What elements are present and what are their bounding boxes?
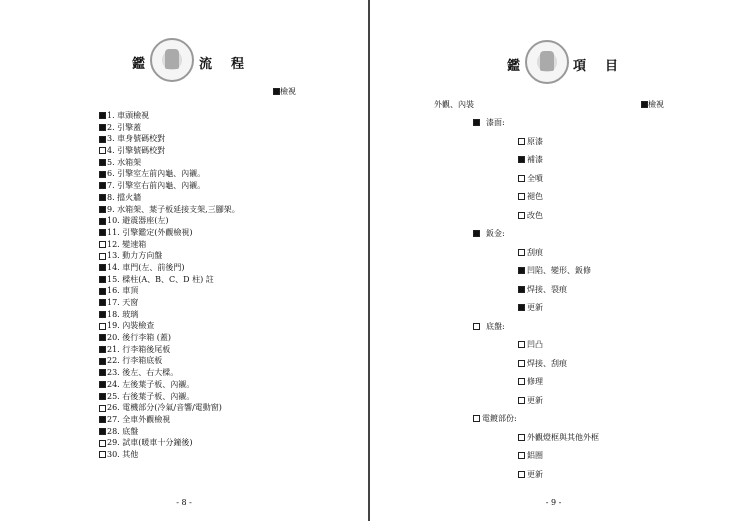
checklist-item-label: 17. 天窗 — [107, 298, 139, 307]
title-char: 程 — [231, 57, 245, 72]
checklist-label: 褪色 — [527, 192, 543, 201]
checklist-label: 凹凸 — [527, 340, 543, 349]
checked-box-icon — [99, 136, 106, 143]
checklist-item — [99, 204, 240, 216]
checklist-label: 改色 — [527, 210, 543, 220]
title-char: 目 — [605, 59, 619, 74]
checklist-item — [99, 309, 240, 321]
checklist-subitem — [518, 469, 543, 480]
checklist-item-label: 14. 車門(左、前後門) — [107, 262, 185, 272]
checked-box-icon — [99, 299, 106, 306]
checklist-subitem — [518, 302, 543, 313]
checklist-item — [99, 122, 240, 134]
checklist-item — [99, 391, 240, 403]
checklist-item — [99, 355, 240, 367]
checklist-label: 刮痕 — [527, 247, 543, 257]
checked-box-icon — [99, 218, 106, 225]
checklist-subitem — [518, 173, 543, 184]
inspection-flow-list — [99, 110, 240, 461]
checklist-label: 原漆 — [527, 136, 543, 146]
checklist-label: 外觀燈框與其他外框 — [527, 432, 599, 442]
checklist-item-label: 13. 動力方向盤 — [107, 251, 163, 261]
unchecked-box-icon — [99, 323, 106, 330]
checked-box-icon — [99, 369, 106, 376]
unchecked-box-icon — [473, 323, 480, 330]
checklist-item — [99, 110, 240, 122]
checked-box-icon — [518, 267, 525, 274]
unchecked-box-icon — [99, 253, 106, 260]
checklist-label: 焊接、裂痕 — [527, 284, 567, 294]
checklist-label: 全噴 — [527, 173, 543, 183]
checklist-label: 漆面: — [486, 118, 505, 127]
unchecked-box-icon — [99, 241, 106, 248]
checked-box-icon — [99, 124, 106, 131]
checklist-item-label: 28. 底盤 — [107, 426, 139, 436]
checklist-subitem — [518, 136, 543, 147]
checklist-subitem — [518, 247, 543, 258]
checklist-item — [99, 168, 240, 180]
checklist-item-label: 19. 內裝檢查 — [107, 321, 155, 331]
checklist-item — [99, 367, 240, 379]
checked-box-icon — [99, 288, 106, 295]
checklist-item — [99, 344, 240, 356]
legend — [641, 99, 664, 110]
title-char: 鑑 — [132, 57, 146, 72]
checked-box-icon — [99, 171, 106, 178]
checklist-item — [99, 145, 240, 157]
title-char: 項 — [573, 59, 587, 74]
checked-box-icon — [99, 334, 106, 341]
checklist-item-label: 5. 水箱架 — [107, 157, 142, 167]
checklist-item-label: 21. 行李箱後尾板 — [107, 344, 171, 354]
checklist-subitem — [518, 191, 543, 202]
checklist-label: 更新 — [527, 303, 543, 312]
checklist-item — [99, 320, 240, 332]
checklist-item-label: 22. 行李箱底板 — [107, 356, 163, 366]
unchecked-box-icon — [518, 434, 525, 441]
checklist-item-label: 8. 擋火牆 — [107, 192, 142, 202]
checklist-label: 電鍍部份: — [482, 414, 517, 423]
checklist-subitem — [518, 265, 591, 276]
checked-box-icon — [99, 358, 106, 365]
checklist-item-label: 16. 車頂 — [107, 286, 139, 296]
checklist-item-label: 2. 引擎蓋 — [107, 122, 142, 132]
checked-box-icon — [518, 286, 525, 293]
checklist-item-label: 25. 右後葉子板、內襯。 — [107, 391, 195, 401]
checked-box-icon — [99, 428, 106, 435]
unchecked-box-icon — [99, 405, 106, 412]
checked-box-icon — [99, 381, 106, 388]
unchecked-box-icon — [518, 471, 525, 478]
unchecked-box-icon — [518, 341, 525, 348]
checklist-label: 焊接、刮痕 — [527, 358, 567, 368]
checklist-item — [99, 285, 240, 297]
title-char: 流 — [199, 57, 213, 72]
checklist-item-label: 26. 電機部分(冷氣/音響/電動窗) — [107, 403, 222, 413]
checklist-item-label: 10. 避震器座(左) — [107, 216, 169, 226]
checked-box-icon — [99, 229, 106, 236]
checked-box-icon — [99, 346, 106, 353]
unchecked-box-icon — [99, 440, 106, 447]
unchecked-box-icon — [518, 452, 525, 459]
section-label: 外觀、內裝 — [434, 100, 474, 109]
checklist-label: 鋁圈 — [527, 451, 543, 460]
checklist-label: 凹陷、變形、鈑修 — [527, 266, 591, 275]
checklist-subitem — [518, 210, 543, 221]
filled-box-icon — [273, 88, 280, 95]
checklist-subitem — [518, 376, 543, 387]
association-seal-icon — [150, 38, 194, 82]
checklist-item-label: 15. 樑柱(A、B、C、D 柱) 註 — [107, 274, 214, 284]
checked-box-icon — [99, 264, 106, 271]
unchecked-box-icon — [518, 212, 525, 219]
checklist-item — [99, 332, 240, 344]
checklist-subitem — [518, 358, 567, 369]
checklist-subitem — [518, 284, 567, 295]
checklist-label: 更新 — [527, 395, 543, 405]
checklist-item-label: 27. 全車外觀檢視 — [107, 414, 171, 424]
checklist-item-label: 9. 水箱架、葉子板延接支架,三腳架。 — [107, 204, 240, 214]
checked-box-icon — [99, 194, 106, 201]
checklist-item-label: 7. 引擎室右前內龜、內襯。 — [107, 181, 206, 191]
checklist-item-label: 29. 試車(暖車十分鐘後) — [107, 438, 193, 448]
checklist-item-label: 24. 左後葉子板、內襯。 — [107, 379, 195, 389]
checklist-item — [99, 192, 240, 204]
checklist-category — [473, 228, 505, 239]
checklist-item-label: 4. 引擎號碼校對 — [107, 146, 166, 156]
title-char: 鑑 — [507, 59, 521, 74]
checklist-label: 補漆 — [527, 155, 543, 164]
legend — [273, 86, 296, 97]
legend-label: 檢視 — [648, 100, 664, 109]
right-page — [369, 0, 737, 521]
checked-box-icon — [473, 119, 480, 126]
checked-box-icon — [99, 112, 106, 119]
checklist-category — [473, 117, 505, 128]
checklist-category — [473, 413, 517, 424]
unchecked-box-icon — [518, 397, 525, 404]
checked-box-icon — [473, 230, 480, 237]
checklist-item-label: 11. 引擎鑑定(外觀檢視) — [107, 227, 193, 237]
unchecked-box-icon — [518, 175, 525, 182]
checked-box-icon — [99, 276, 106, 283]
checklist-item — [99, 157, 240, 169]
checklist-label: 鈑金: — [486, 229, 505, 238]
checked-box-icon — [518, 156, 525, 163]
checked-box-icon — [518, 304, 525, 311]
checklist-label: 底盤: — [486, 321, 505, 331]
unchecked-box-icon — [99, 451, 106, 458]
legend-label: 檢視 — [280, 87, 296, 96]
checklist-item — [99, 426, 240, 438]
checklist-subitem — [518, 339, 543, 350]
checklist-item-label: 20. 後行李箱 (蓋) — [107, 333, 172, 343]
association-seal-icon — [525, 40, 569, 84]
filled-box-icon — [641, 101, 648, 108]
checklist-item-label: 1. 車頭檢視 — [107, 111, 150, 120]
checklist-item — [99, 180, 240, 192]
checklist-subitem — [518, 395, 543, 406]
checklist-item — [99, 227, 240, 239]
checked-box-icon — [99, 159, 106, 166]
checklist-item-label: 30. 其他 — [107, 449, 139, 459]
checklist-subitem — [518, 450, 543, 461]
checklist-item-label: 12. 變速箱 — [107, 239, 147, 249]
unchecked-box-icon — [518, 249, 525, 256]
checklist-subitem — [518, 154, 543, 165]
checked-box-icon — [99, 182, 106, 189]
unchecked-box-icon — [518, 378, 525, 385]
checklist-item — [99, 297, 240, 309]
checklist-item — [99, 402, 240, 414]
unchecked-box-icon — [473, 415, 480, 422]
checklist-item — [99, 239, 240, 251]
checklist-category — [473, 321, 505, 332]
unchecked-box-icon — [99, 147, 106, 154]
checklist-item-label: 6. 引擎室左前內龜、內襯。 — [107, 169, 206, 179]
checklist-subitem — [518, 432, 599, 443]
unchecked-box-icon — [518, 360, 525, 367]
checklist-item-label: 23. 後左、右大樑。 — [107, 368, 179, 378]
checked-box-icon — [99, 311, 106, 318]
checked-box-icon — [99, 416, 106, 423]
checklist-label: 更新 — [527, 469, 543, 479]
checklist-item — [99, 250, 240, 262]
checked-box-icon — [99, 206, 106, 213]
checklist-item — [99, 414, 240, 426]
checklist-item — [99, 215, 240, 227]
page-number: - 8 - — [176, 498, 192, 507]
unchecked-box-icon — [518, 193, 525, 200]
checklist-item — [99, 449, 240, 461]
page-number: - 9 - — [545, 498, 562, 507]
checklist-item — [99, 133, 240, 145]
checked-box-icon — [99, 393, 106, 400]
unchecked-box-icon — [518, 138, 525, 145]
checklist-item-label: 3. 車身號碼校對 — [107, 134, 166, 144]
checklist-item — [99, 437, 240, 449]
checklist-item — [99, 379, 240, 391]
checklist-item-label: 18. 玻璃 — [107, 309, 139, 319]
checklist-item — [99, 262, 240, 274]
checklist-label: 修理 — [527, 377, 543, 386]
checklist-item — [99, 274, 240, 286]
